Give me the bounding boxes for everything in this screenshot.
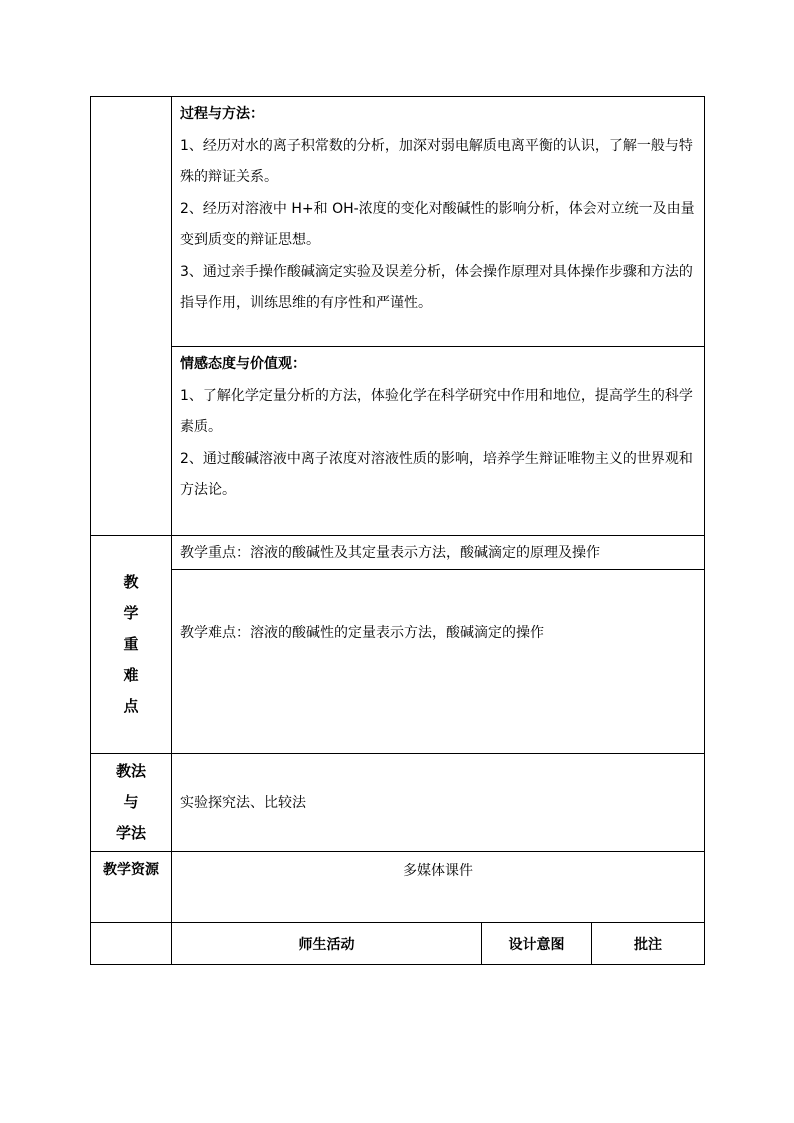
empty-label-cell <box>91 97 172 536</box>
activity-header-row <box>91 923 705 965</box>
process-item-1: 1、经历对水的离子积常数的分析，加深对弱电解质电离平衡的认识，了解一般与特殊的辩证关系。 <box>180 137 693 185</box>
methods-value: 实验探究法、比较法 <box>180 794 306 811</box>
difficulty-row <box>91 570 705 754</box>
lesson-plan-table <box>90 96 705 965</box>
methods-label-line: 教法 <box>115 762 146 780</box>
methods-label-cell <box>91 754 172 852</box>
methods-label-line: 与 <box>123 793 139 811</box>
resources-label: 教学资源 <box>103 862 159 878</box>
key-points-label-char: 点 <box>123 697 139 715</box>
col-notes-header <box>592 923 705 965</box>
col-activity-header <box>172 923 482 965</box>
col-intent-label: 设计意图 <box>508 936 565 953</box>
emotion-item-2: 2、通过酸碱溶液中离子浓度对溶液性质的影响，培养学生辩证唯物主义的世界观和方法论。 <box>180 450 693 498</box>
key-points-label-char: 教 <box>123 573 139 591</box>
process-heading: 过程与方法： <box>180 106 264 122</box>
emotion-row <box>91 347 705 536</box>
process-item-3: 3、通过亲手操作酸碱滴定实验及误差分析，体会操作原理对具体操作步骤和方法的指导作用，训练思维的有序性和严谨性。 <box>180 263 693 311</box>
key-points-label-char: 学 <box>123 604 139 622</box>
key-points-label-char: 重 <box>123 635 139 653</box>
emotion-cell <box>172 347 705 536</box>
focus-cell <box>172 536 705 570</box>
resources-label-cell <box>91 852 172 923</box>
process-item-2: 2、经历对溶液中 H+和 OH-浓度的变化对酸碱性的影响分析，体会对立统一及由量变到质变的辩证思想。 <box>180 200 695 248</box>
col-intent-header <box>482 923 592 965</box>
resources-value: 多媒体课件 <box>403 863 474 879</box>
teaching-focus: 教学重点：溶液的酸碱性及其定量表示方法，酸碱滴定的原理及操作 <box>180 544 600 561</box>
emotion-item-1: 1、了解化学定量分析的方法，体验化学在科学研究中作用和地位，提高学生的科学素质。 <box>180 387 693 435</box>
key-points-label-cell <box>91 536 172 754</box>
resources-row <box>91 852 705 923</box>
teaching-difficulty: 教学难点：溶液的酸碱性的定量表示方法，酸碱滴定的操作 <box>180 625 544 641</box>
process-row <box>91 97 705 347</box>
activity-header-empty <box>91 923 172 965</box>
resources-cell <box>172 852 705 923</box>
difficulty-cell <box>172 570 705 754</box>
methods-cell <box>172 754 705 852</box>
methods-row <box>91 754 705 852</box>
methods-label-line: 学法 <box>115 824 146 842</box>
col-notes-label: 批注 <box>634 936 663 953</box>
focus-row <box>91 536 705 570</box>
process-cell <box>172 97 705 347</box>
emotion-heading: 情感态度与价值观： <box>180 356 306 372</box>
key-points-label-char: 难 <box>123 666 139 684</box>
col-activity-label: 师生活动 <box>298 936 355 953</box>
